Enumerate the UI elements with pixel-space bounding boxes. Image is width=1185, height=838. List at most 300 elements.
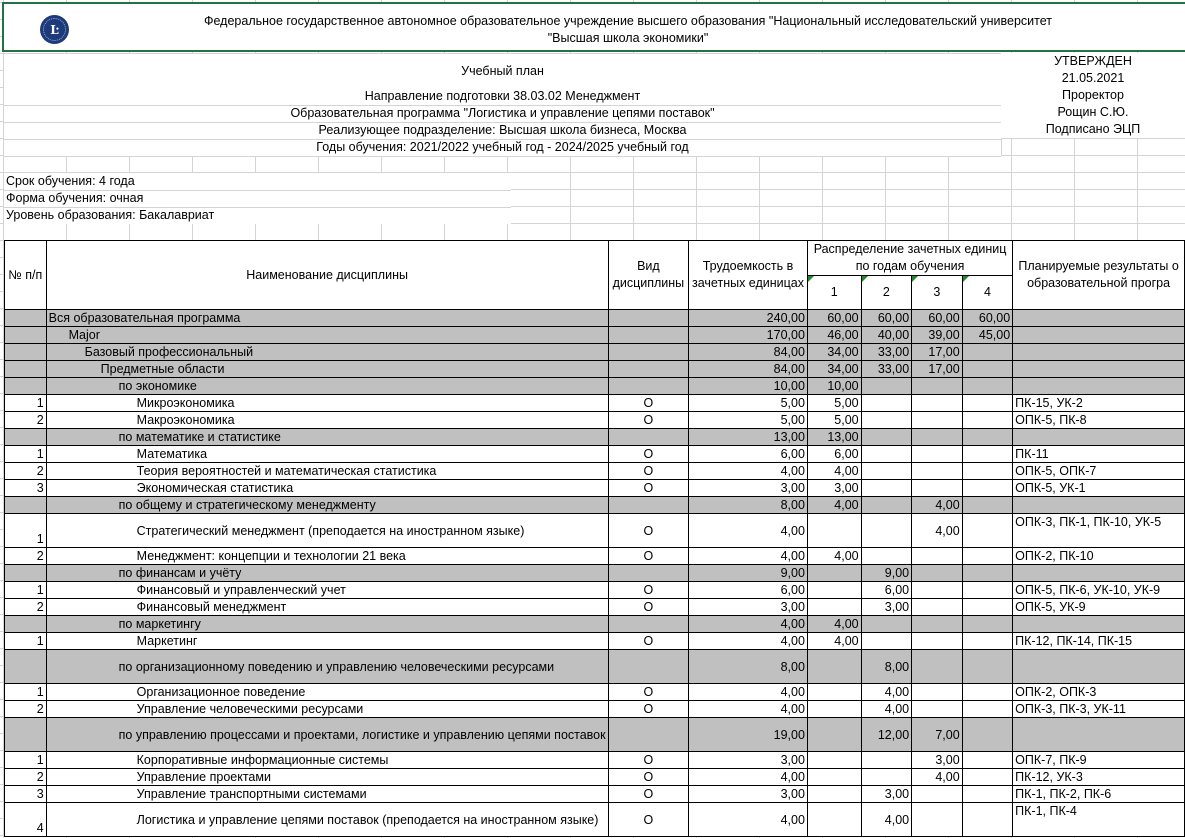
discipline-row: [5, 633, 1185, 650]
competencies: ПК-11: [1013, 446, 1185, 463]
discipline-type: О: [608, 786, 689, 803]
competencies: [1013, 361, 1185, 378]
discipline-name: Управление человеческими ресурсами: [46, 701, 608, 718]
discipline-type: О: [608, 395, 689, 412]
competencies: [1013, 718, 1185, 752]
credits-year-3: [912, 429, 963, 446]
discipline-type: О: [608, 514, 689, 548]
row-number: [5, 565, 47, 582]
competencies: [1013, 616, 1185, 633]
approval-date: 21.05.2021: [1001, 70, 1185, 87]
credits-year-4: [962, 565, 1013, 582]
discipline-name: Управление проектами: [46, 769, 608, 786]
competencies: ОПК-5, УК-1: [1013, 480, 1185, 497]
header-num: № п/п: [5, 241, 47, 310]
header-type: Вид дисциплины: [608, 241, 689, 310]
competencies: ПК-12, ПК-14, ПК-15: [1013, 633, 1185, 650]
credits-total: 3,00: [689, 480, 808, 497]
credits-year-4: [962, 497, 1013, 514]
discipline-row: [5, 752, 1185, 769]
discipline-type: О: [608, 599, 689, 616]
credits-year-3: [912, 412, 963, 429]
discipline-row: [5, 463, 1185, 480]
credits-year-1: [807, 769, 861, 786]
credits-year-2: [861, 395, 912, 412]
discipline-name: Микроэкономика: [46, 395, 608, 412]
credits-year-4: [962, 412, 1013, 429]
unit-line: Реализующее подразделение: Высшая школа бизнеса, Москва: [4, 122, 1001, 139]
credits-year-3: [912, 548, 963, 565]
credits-total: 10,00: [689, 378, 808, 395]
credits-year-3: 4,00: [912, 497, 963, 514]
credits-year-3: [912, 803, 963, 837]
credits-year-4: [962, 548, 1013, 565]
credits-year-2: 40,00: [861, 327, 912, 344]
competencies: ОПК-2, ПК-10: [1013, 548, 1185, 565]
credits-year-3: [912, 633, 963, 650]
discipline-name: Организационное поведение: [46, 684, 608, 701]
header-year-4: 4: [962, 276, 1013, 310]
discipline-name: Корпоративные информационные системы: [46, 752, 608, 769]
credits-year-1: 46,00: [807, 327, 861, 344]
row-number: [5, 616, 47, 633]
credits-year-4: [962, 633, 1013, 650]
credits-year-2: [861, 463, 912, 480]
credits-total: 3,00: [689, 599, 808, 616]
header-distribution: Распределение зачетных единиц по годам обучения: [807, 241, 1012, 276]
discipline-type: О: [608, 769, 689, 786]
institution-line-2: "Высшая школа экономики": [547, 31, 709, 45]
discipline-row: [5, 514, 1185, 548]
discipline-name: по маркетингу: [46, 616, 608, 633]
credits-year-1: [807, 599, 861, 616]
credits-total: 6,00: [689, 446, 808, 463]
credits-year-1: 4,00: [807, 463, 861, 480]
discipline-name: по организационному поведению и управлению человеческими ресурсами: [46, 650, 608, 684]
credits-year-2: 3,00: [861, 786, 912, 803]
credits-total: 4,00: [689, 701, 808, 718]
credits-year-1: 34,00: [807, 361, 861, 378]
discipline-row: [5, 582, 1185, 599]
competencies: ПК-1, ПК-2, ПК-6: [1013, 786, 1185, 803]
group-row: [5, 497, 1185, 514]
credits-year-1: 60,00: [807, 310, 861, 327]
discipline-type: [608, 565, 689, 582]
credits-year-3: 17,00: [912, 344, 963, 361]
credits-total: 4,00: [689, 633, 808, 650]
credits-total: 9,00: [689, 565, 808, 582]
discipline-type: [608, 361, 689, 378]
discipline-name: Теория вероятностей и математическая статистика: [46, 463, 608, 480]
group-row: [5, 650, 1185, 684]
credits-year-1: [807, 582, 861, 599]
credits-year-2: 3,00: [861, 599, 912, 616]
group-row: [5, 344, 1185, 361]
discipline-name: по математике и статистике: [46, 429, 608, 446]
credits-year-1: [807, 752, 861, 769]
credits-year-4: [962, 378, 1013, 395]
discipline-row: [5, 412, 1185, 429]
credits-year-2: [861, 497, 912, 514]
discipline-type: [608, 344, 689, 361]
competencies: ОПК-3, ПК-3, УК-11: [1013, 701, 1185, 718]
credits-year-2: 4,00: [861, 684, 912, 701]
discipline-type: [608, 310, 689, 327]
institution-name: [124, 13, 1132, 47]
credits-year-1: 13,00: [807, 429, 861, 446]
row-number: 1: [5, 395, 47, 412]
credits-year-3: [912, 463, 963, 480]
credits-year-1: 6,00: [807, 446, 861, 463]
credits-total: 4,00: [689, 803, 808, 837]
credits-year-1: [807, 701, 861, 718]
discipline-row: [5, 769, 1185, 786]
competencies: ОПК-2, ОПК-3: [1013, 684, 1185, 701]
group-row: [5, 718, 1185, 752]
row-number: [5, 378, 47, 395]
discipline-name: Макроэкономика: [46, 412, 608, 429]
row-number: 2: [5, 548, 47, 565]
credits-year-4: [962, 429, 1013, 446]
discipline-type: [608, 497, 689, 514]
discipline-name: Вся образовательная программа: [46, 310, 608, 327]
row-number: [5, 497, 47, 514]
years-line: Годы обучения: 2021/2022 учебный год - 2024/2025 учебный год: [4, 139, 1001, 156]
discipline-name: Major: [46, 327, 608, 344]
discipline-type: [608, 429, 689, 446]
credits-year-2: [861, 752, 912, 769]
row-number: 1: [5, 514, 47, 548]
discipline-name: Управление транспортными системами: [46, 786, 608, 803]
row-number: 1: [5, 752, 47, 769]
discipline-type: О: [608, 684, 689, 701]
credits-year-4: [962, 616, 1013, 633]
discipline-name: Маркетинг: [46, 633, 608, 650]
institution-line-1: Федеральное государственное автономное образовательное учреждение высшего образования "Национальный исследовательский университет: [203, 14, 1053, 28]
direction-line: Направление подготовки 38.03.02 Менеджмент: [4, 88, 1001, 105]
credits-year-4: [962, 786, 1013, 803]
credits-year-3: [912, 599, 963, 616]
credits-year-4: [962, 514, 1013, 548]
credits-year-2: 33,00: [861, 344, 912, 361]
credits-year-3: [912, 684, 963, 701]
discipline-name: Экономическая статистика: [46, 480, 608, 497]
discipline-name: по финансам и учёту: [46, 565, 608, 582]
group-row: [5, 310, 1185, 327]
credits-total: 8,00: [689, 650, 808, 684]
credits-year-4: [962, 395, 1013, 412]
group-row: [5, 616, 1185, 633]
row-number: [5, 650, 47, 684]
discipline-name: Базовый профессиональный: [46, 344, 608, 361]
credits-total: 4,00: [689, 548, 808, 565]
row-number: 1: [5, 446, 47, 463]
credits-year-1: 10,00: [807, 378, 861, 395]
competencies: ОПК-3, ПК-1, ПК-10, УК-5: [1013, 514, 1185, 548]
discipline-name: по экономике: [46, 378, 608, 395]
group-row: [5, 327, 1185, 344]
credits-year-1: 4,00: [807, 497, 861, 514]
approval-status: УТВЕРЖДЕН: [1001, 53, 1185, 70]
credits-year-1: 3,00: [807, 480, 861, 497]
discipline-row: [5, 803, 1185, 837]
discipline-name: Предметные области: [46, 361, 608, 378]
credits-year-3: [912, 650, 963, 684]
credits-total: 4,00: [689, 616, 808, 633]
row-number: 1: [5, 684, 47, 701]
credits-year-3: [912, 446, 963, 463]
credits-year-4: 45,00: [962, 327, 1013, 344]
discipline-name: Математика: [46, 446, 608, 463]
discipline-row: [5, 480, 1185, 497]
credits-year-1: 4,00: [807, 548, 861, 565]
credits-year-2: [861, 429, 912, 446]
credits-year-4: [962, 599, 1013, 616]
credits-year-4: [962, 463, 1013, 480]
credits-total: 4,00: [689, 769, 808, 786]
row-number: 4: [5, 803, 47, 837]
credits-year-2: 8,00: [861, 650, 912, 684]
credits-year-4: [962, 684, 1013, 701]
credits-year-3: 4,00: [912, 514, 963, 548]
credits-total: 84,00: [689, 344, 808, 361]
row-number: 3: [5, 480, 47, 497]
credits-year-3: 39,00: [912, 327, 963, 344]
credits-total: 3,00: [689, 786, 808, 803]
discipline-row: [5, 701, 1185, 718]
credits-year-2: [861, 480, 912, 497]
credits-year-3: [912, 786, 963, 803]
competencies: [1013, 310, 1185, 327]
competencies: [1013, 650, 1185, 684]
discipline-type: [608, 718, 689, 752]
credits-year-1: [807, 684, 861, 701]
credits-year-2: 33,00: [861, 361, 912, 378]
competencies: [1013, 344, 1185, 361]
discipline-name: Стратегический менеджмент (преподается на иностранном языке): [46, 514, 608, 548]
discipline-type: О: [608, 752, 689, 769]
credits-year-1: [807, 803, 861, 837]
credits-total: 13,00: [689, 429, 808, 446]
credits-year-1: 5,00: [807, 412, 861, 429]
credits-year-1: [807, 786, 861, 803]
credits-year-2: 6,00: [861, 582, 912, 599]
competencies: [1013, 378, 1185, 395]
discipline-type: О: [608, 701, 689, 718]
competencies: [1013, 497, 1185, 514]
row-number: [5, 429, 47, 446]
credits-year-2: [861, 633, 912, 650]
competencies: [1013, 565, 1185, 582]
study-form: Форма обучения: очная: [4, 190, 511, 207]
credits-year-3: [912, 565, 963, 582]
row-number: [5, 310, 47, 327]
credits-total: 3,00: [689, 752, 808, 769]
group-row: [5, 429, 1185, 446]
row-number: 2: [5, 701, 47, 718]
curriculum-table: [4, 240, 1185, 837]
discipline-row: [5, 786, 1185, 803]
header-results: Планируемые результаты о образовательной програ: [1013, 241, 1185, 310]
credits-year-4: [962, 769, 1013, 786]
discipline-type: О: [608, 633, 689, 650]
row-number: [5, 361, 47, 378]
credits-year-2: 4,00: [861, 701, 912, 718]
credits-total: 19,00: [689, 718, 808, 752]
group-row: [5, 361, 1185, 378]
study-duration: Срок обучения: 4 года: [4, 173, 511, 190]
credits-year-3: 60,00: [912, 310, 963, 327]
credits-year-1: [807, 565, 861, 582]
credits-year-3: 17,00: [912, 361, 963, 378]
credits-year-1: 4,00: [807, 616, 861, 633]
credits-year-2: [861, 514, 912, 548]
credits-total: 8,00: [689, 497, 808, 514]
credits-year-2: 60,00: [861, 310, 912, 327]
row-number: [5, 327, 47, 344]
group-row: [5, 378, 1185, 395]
credits-year-4: [962, 446, 1013, 463]
credits-year-3: 4,00: [912, 769, 963, 786]
competencies: ОПК-7, ПК-9: [1013, 752, 1185, 769]
credits-total: 4,00: [689, 463, 808, 480]
competencies: ПК-15, УК-2: [1013, 395, 1185, 412]
competencies: ОПК-5, УК-9: [1013, 599, 1185, 616]
credits-year-1: 34,00: [807, 344, 861, 361]
row-number: 1: [5, 582, 47, 599]
credits-year-1: 4,00: [807, 633, 861, 650]
credits-year-4: 60,00: [962, 310, 1013, 327]
discipline-name: Менеджмент: концепции и технологии 21 века: [46, 548, 608, 565]
credits-total: 4,00: [689, 514, 808, 548]
credits-total: 4,00: [689, 684, 808, 701]
row-number: 2: [5, 463, 47, 480]
credits-year-2: [861, 446, 912, 463]
approver-name: Рощин С.Ю.: [1001, 104, 1185, 121]
credits-year-2: [861, 548, 912, 565]
credits-total: 240,00: [689, 310, 808, 327]
credits-year-3: [912, 378, 963, 395]
row-number: 1: [5, 633, 47, 650]
discipline-row: [5, 395, 1185, 412]
credits-year-4: [962, 650, 1013, 684]
credits-total: 5,00: [689, 412, 808, 429]
logo-mark: Ŀ: [50, 22, 59, 37]
row-number: 3: [5, 786, 47, 803]
credits-year-3: [912, 395, 963, 412]
header-name: Наименование дисциплины: [46, 241, 608, 310]
discipline-type: [608, 327, 689, 344]
competencies: ПК-1, ПК-4: [1013, 803, 1185, 837]
row-number: 2: [5, 412, 47, 429]
credits-year-4: [962, 480, 1013, 497]
discipline-type: О: [608, 548, 689, 565]
discipline-type: [608, 616, 689, 633]
credits-total: 5,00: [689, 395, 808, 412]
credits-year-1: [807, 650, 861, 684]
credits-year-4: [962, 752, 1013, 769]
row-number: [5, 718, 47, 752]
competencies: ПК-12, УК-3: [1013, 769, 1185, 786]
credits-year-3: [912, 582, 963, 599]
credits-total: 6,00: [689, 582, 808, 599]
header-credits: Трудоемкость в зачетных единицах: [689, 241, 808, 310]
credits-year-2: 9,00: [861, 565, 912, 582]
discipline-name: Финансовый и управленческий учет: [46, 582, 608, 599]
credits-year-3: [912, 701, 963, 718]
credits-year-3: 7,00: [912, 718, 963, 752]
credits-year-2: [861, 769, 912, 786]
credits-year-2: 4,00: [861, 803, 912, 837]
credits-year-1: [807, 514, 861, 548]
credits-year-3: 3,00: [912, 752, 963, 769]
credits-year-4: [962, 361, 1013, 378]
credits-year-4: [962, 718, 1013, 752]
discipline-name: Логистика и управление цепями поставок (преподается на иностранном языке): [46, 803, 608, 837]
signature-status: Подписано ЭЦП: [1001, 121, 1185, 138]
discipline-type: [608, 650, 689, 684]
credits-total: 84,00: [689, 361, 808, 378]
header-year-3: 3: [912, 276, 963, 310]
credits-year-4: [962, 582, 1013, 599]
discipline-name: по общему и стратегическому менеджменту: [46, 497, 608, 514]
approver-position: Проректор: [1001, 87, 1185, 104]
discipline-row: [5, 548, 1185, 565]
credits-year-4: [962, 803, 1013, 837]
credits-year-4: [962, 344, 1013, 361]
discipline-name: Финансовый менеджмент: [46, 599, 608, 616]
discipline-type: О: [608, 480, 689, 497]
competencies: [1013, 327, 1185, 344]
credits-year-2: [861, 378, 912, 395]
credits-year-4: [962, 701, 1013, 718]
discipline-row: [5, 446, 1185, 463]
credits-year-1: 5,00: [807, 395, 861, 412]
competencies: [1013, 429, 1185, 446]
credits-year-2: 12,00: [861, 718, 912, 752]
credits-total: 170,00: [689, 327, 808, 344]
credits-year-1: [807, 718, 861, 752]
doc-title: Учебный план: [4, 54, 1001, 88]
hse-logo-icon: [40, 15, 69, 44]
discipline-type: О: [608, 412, 689, 429]
discipline-row: [5, 684, 1185, 701]
discipline-type: О: [608, 463, 689, 480]
discipline-type: [608, 378, 689, 395]
discipline-type: О: [608, 446, 689, 463]
header-year-1: 1: [807, 276, 861, 310]
competencies: ОПК-5, ПК-8: [1013, 412, 1185, 429]
program-line: Образовательная программа "Логистика и управление цепями поставок": [4, 105, 1001, 122]
header-year-2: 2: [861, 276, 912, 310]
row-number: 2: [5, 769, 47, 786]
competencies: ОПК-5, ПК-6, УК-10, УК-9: [1013, 582, 1185, 599]
credits-year-3: [912, 480, 963, 497]
row-number: 2: [5, 599, 47, 616]
credits-year-3: [912, 616, 963, 633]
credits-year-2: [861, 412, 912, 429]
discipline-type: О: [608, 582, 689, 599]
competencies: ОПК-5, ОПК-7: [1013, 463, 1185, 480]
discipline-row: [5, 599, 1185, 616]
discipline-type: О: [608, 803, 689, 837]
discipline-name: по управлению процессами и проектами, логистике и управлению цепями поставок: [46, 718, 608, 752]
credits-year-2: [861, 616, 912, 633]
education-level: Уровень образования: Бакалавриат: [4, 207, 511, 224]
group-row: [5, 565, 1185, 582]
row-number: [5, 344, 47, 361]
institution-title-box: [2, 2, 1185, 52]
